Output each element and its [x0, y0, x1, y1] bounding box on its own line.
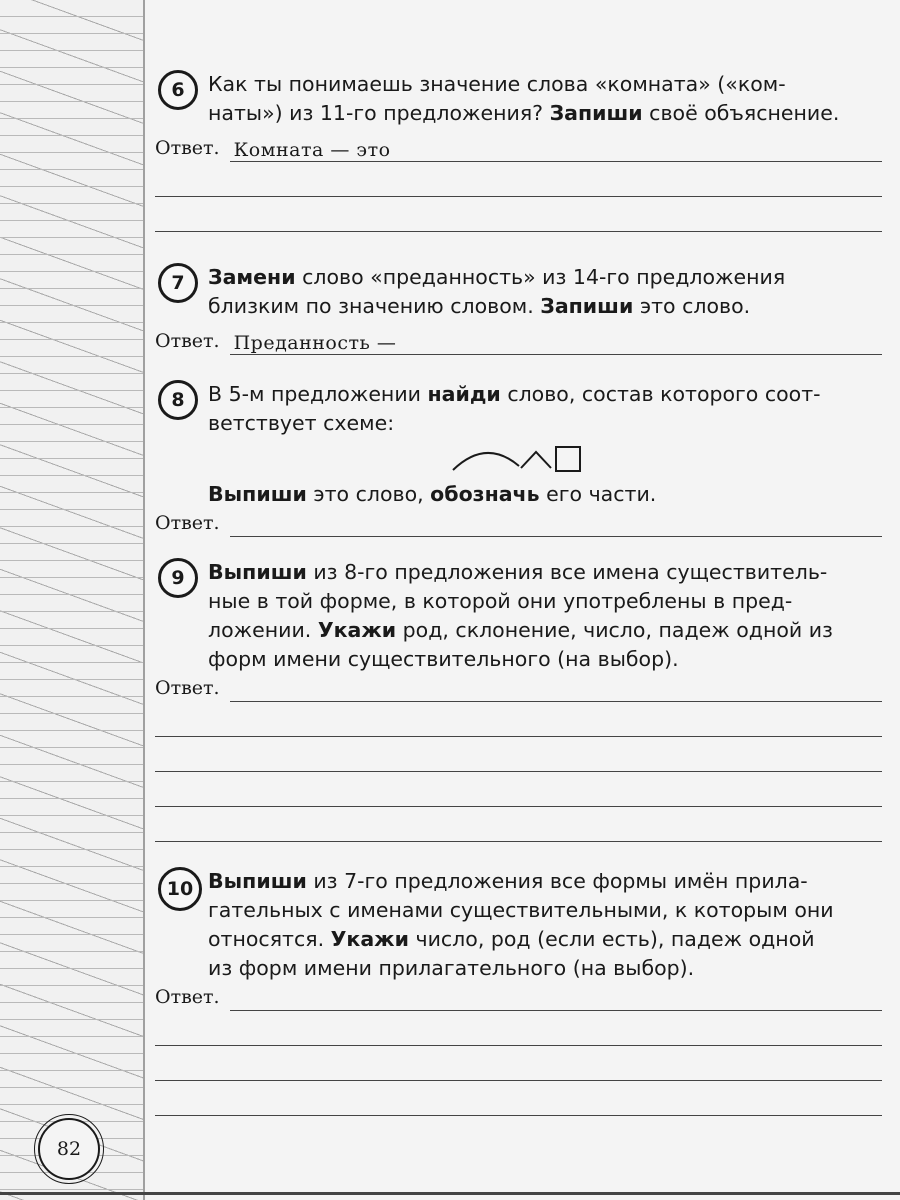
answer-field-7[interactable]: Преданность —	[230, 328, 882, 355]
bottom-rule	[0, 1192, 900, 1195]
answer-line[interactable]	[155, 807, 882, 842]
answer-label: Ответ.	[155, 137, 220, 159]
task-number-6: 6	[158, 70, 198, 110]
answer-line[interactable]	[155, 737, 882, 772]
task-9-text: Выпиши из 8-го предложения все имена существитель- ные в той форме, в которой они употреблены в пред- ложении. Укажи род, склонение, число, падеж одной из форм имени существительного (на выбор).	[208, 560, 833, 671]
answer-line[interactable]	[155, 1046, 882, 1081]
task-7-text: Замени слово «преданность» из 14-го предложения близким по значению словом. Запиши это слово.	[208, 265, 786, 318]
task-9	[155, 558, 882, 842]
answer-row-7	[155, 321, 882, 355]
answer-row-9	[155, 674, 882, 702]
task-number-8: 8	[158, 380, 198, 420]
answer-line[interactable]	[155, 1011, 882, 1046]
answer-field-8[interactable]	[230, 510, 882, 537]
task-7	[155, 263, 882, 355]
answer-line[interactable]	[155, 772, 882, 807]
task-10	[155, 867, 882, 1116]
task-number-10: 10	[158, 867, 202, 911]
answer-label: Ответ.	[155, 986, 220, 1008]
notebook-margin	[0, 0, 145, 1200]
answer-row-6	[155, 128, 882, 162]
answer-row-10	[155, 983, 882, 1011]
answer-label: Ответ.	[155, 330, 220, 352]
task-10-text: Выпиши из 7-го предложения все формы имён прила- гательных с именами существительными, к которым они относятся. Укажи число, род (если есть), падеж одной из форм имени прилагательного (на выбор).	[208, 869, 834, 980]
answer-field-9[interactable]	[230, 675, 882, 702]
task-6	[155, 70, 882, 232]
answer-line[interactable]	[155, 162, 882, 197]
answer-label: Ответ.	[155, 512, 220, 534]
task-8	[155, 380, 882, 537]
answer-line[interactable]	[155, 1081, 882, 1116]
answer-field-6[interactable]: Комната — это	[230, 135, 882, 162]
task-8-text: В 5-м предложении найди слово, состав которого соот- ветствует схеме:	[208, 382, 821, 435]
task-number-9: 9	[158, 558, 198, 598]
root-suffix-ending-scheme-icon	[451, 440, 591, 476]
answer-row-8	[155, 509, 882, 537]
word-scheme	[451, 440, 882, 476]
answer-line[interactable]	[155, 197, 882, 232]
answer-field-10[interactable]	[230, 984, 882, 1011]
answer-label: Ответ.	[155, 677, 220, 699]
task-number-7: 7	[158, 263, 198, 303]
page-number: 82	[38, 1118, 100, 1180]
task-8-instruction: Выпиши это слово, обозначь его части.	[208, 482, 657, 506]
answer-line[interactable]	[155, 702, 882, 737]
margin-rule	[143, 0, 145, 1200]
task-6-text: Как ты понимаешь значение слова «комната» («ком- наты») из 11-го предложения? Запиши своё объяснение.	[208, 72, 840, 125]
